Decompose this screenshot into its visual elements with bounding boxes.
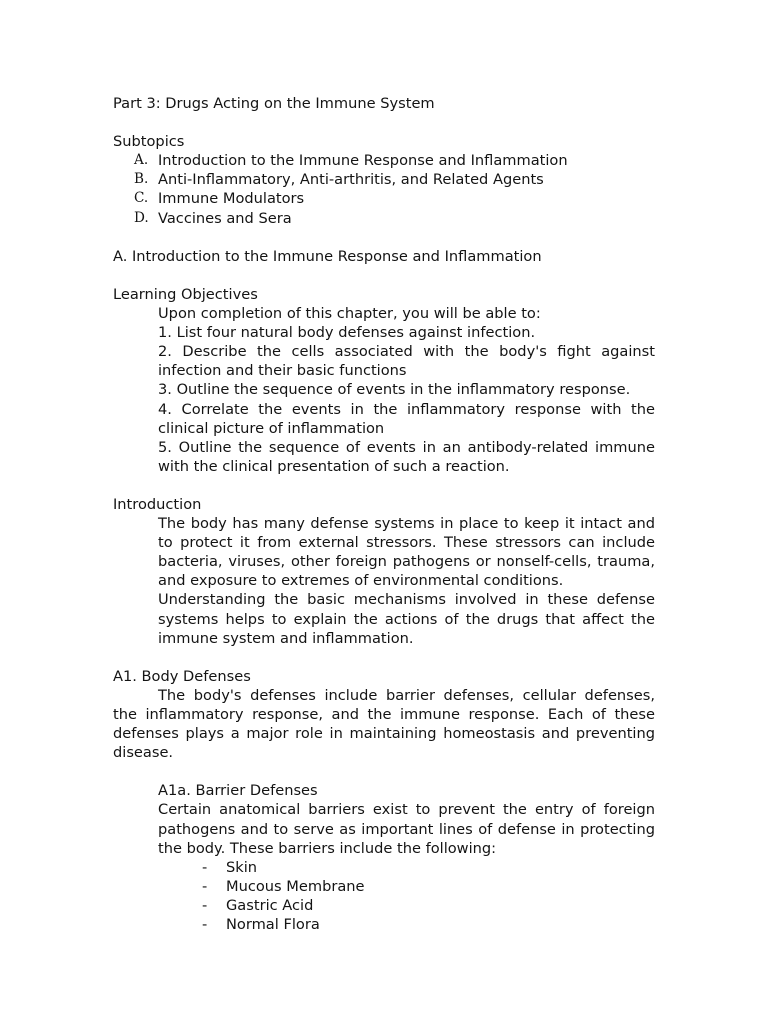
objective-item: 5. Outline the sequence of events in an antibody-related immune with the clinical presentation of such a reaction. <box>158 438 655 475</box>
subtopic-text: Vaccines and Sera <box>158 209 292 227</box>
barrier-text: Skin <box>226 858 258 876</box>
barrier-text: Mucous Membrane <box>226 877 365 895</box>
part-title: Part 3: Drugs Acting on the Immune System <box>113 95 435 112</box>
barrier-item <box>113 858 655 877</box>
subtopic-item <box>113 189 655 208</box>
subtopic-letter: D. <box>134 209 149 226</box>
spacer <box>113 228 655 247</box>
introduction-heading: Introduction <box>113 495 202 513</box>
a1-heading: A1. Body Defenses <box>113 667 251 685</box>
barrier-list <box>113 858 655 934</box>
subtopic-item <box>113 209 655 228</box>
subtopic-letter: A. <box>134 152 149 169</box>
spacer <box>113 648 655 667</box>
subtopic-letter: C. <box>134 190 149 207</box>
learning-objectives-heading: Learning Objectives <box>113 285 258 303</box>
a1-body <box>113 686 655 762</box>
objective-item: 4. Correlate the events in the inflammatory response with the clinical picture of inflammation <box>158 400 655 437</box>
dash-bullet: - <box>202 858 208 876</box>
objectives-intro: Upon completion of this chapter, you will be able to: <box>158 305 541 323</box>
dash-bullet: - <box>202 896 208 914</box>
introduction-body <box>113 514 655 648</box>
document-page <box>113 94 655 934</box>
objective-item: 3. Outline the sequence of events in the inflammatory response. <box>158 381 631 399</box>
introduction-paragraph: The body has many defense systems in place to keep it intact and to protect it from external stressors. These stressors can include bacteria, viruses, other foreign pathogens or nonself-cells, trauma, and exposure to extremes of environmental conditions. <box>158 515 655 590</box>
subtopic-text: Introduction to the Immune Response and Inflammation <box>158 152 568 170</box>
a1a-paragraph: Certain anatomical barriers exist to prevent the entry of foreign pathogens and to serve as important lines of defense in protecting the body. These barriers include the following: <box>158 801 655 857</box>
subtopic-letter: B. <box>134 171 149 188</box>
objective-item: 2. Describe the cells associated with the body's fight against infection and their basic functions <box>158 343 655 380</box>
a1-paragraph: The body's defenses include barrier defenses, cellular defenses, the inflammatory response, and the immune response. Each of these defenses plays a major role in maintaining homeostasis and preventing disease. <box>113 686 655 762</box>
learning-objectives-list <box>113 304 655 476</box>
barrier-text: Normal Flora <box>226 916 320 934</box>
introduction-paragraph: Understanding the basic mechanisms involved in these defense systems helps to explain the actions of the drugs that affect the immune system and inflammation. <box>158 591 655 647</box>
a1a-body <box>113 800 655 857</box>
barrier-text: Gastric Acid <box>226 896 314 914</box>
objective-item: 1. List four natural body defenses against infection. <box>158 324 536 342</box>
dash-bullet: - <box>202 916 208 934</box>
subtopics-heading: Subtopics <box>113 133 185 151</box>
subtopic-item <box>113 151 655 170</box>
subtopics-list <box>113 151 655 227</box>
spacer <box>113 113 655 132</box>
spacer <box>113 762 655 781</box>
barrier-item <box>113 915 655 934</box>
barrier-item <box>113 877 655 896</box>
spacer <box>113 266 655 285</box>
subtopic-item <box>113 170 655 189</box>
dash-bullet: - <box>202 877 208 895</box>
subtopic-text: Anti-Inflammatory, Anti-arthritis, and Related Agents <box>158 171 544 189</box>
barrier-item <box>113 896 655 915</box>
subtopic-text: Immune Modulators <box>158 190 305 208</box>
a1a-heading: A1a. Barrier Defenses <box>158 782 318 800</box>
section-a-heading: A. Introduction to the Immune Response and Inflammation <box>113 247 542 265</box>
spacer <box>113 476 655 495</box>
